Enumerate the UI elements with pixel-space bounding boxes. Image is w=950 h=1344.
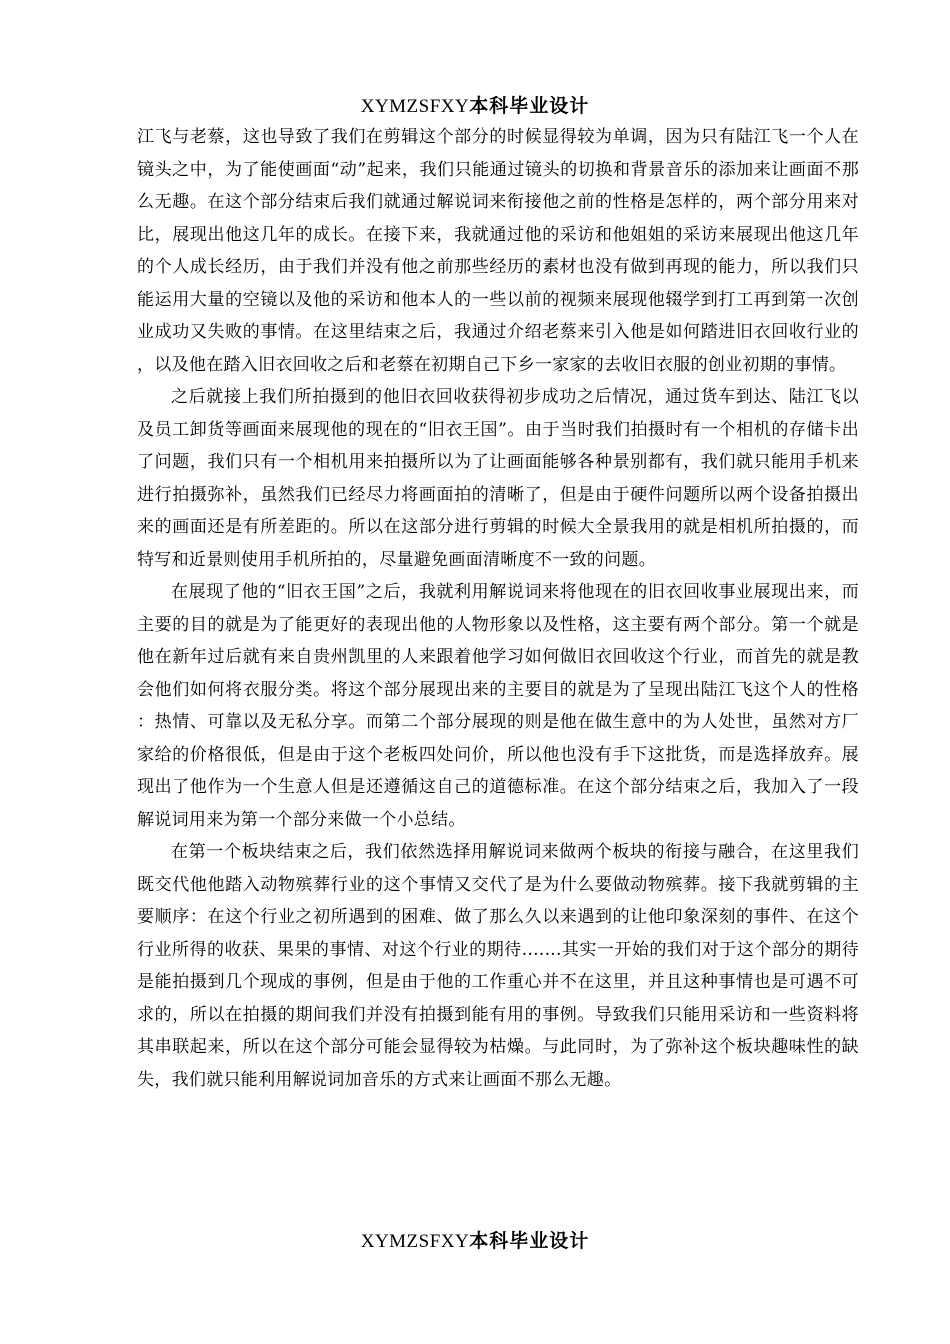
- document-body: [137, 121, 859, 1096]
- header-code: XYMZSFXY: [360, 1231, 470, 1252]
- paragraph: 在第一个板块结束之后，我们依然选择用解说词来做两个板块的衔接与融合，在这里我们既交代他他踏入动物殡葬行业的这个事情又交代了是为什么要做动物殡葬。接下我就剪辑的主要顺序：在这个行业之初所遇到的困难、做了那么久以来遇到的让他印象深刻的事件、在这个行业所得的收获、果果的事情、对这个行业的期待.......其实一开始的我们对于这个部分的期待是能拍摄到几个现成的事例，但是由于他的工作重心并不在这里，并且这种事情也是可遇不可求的，所以在拍摄的期间我们并没有拍摄到能有用的事例。导致我们只能用采访和一些资料将其串联起来，所以在这个部分可能会显得较为枯燥。与此同时，为了弥补这个板块趣味性的缺失，我们就只能利用解说词加音乐的方式来让画面不那么无趣。: [137, 842, 859, 1090]
- header-code: XYMZSFXY: [360, 96, 470, 117]
- page-header: [0, 94, 950, 119]
- paragraph: 之后就接上我们所拍摄到的他旧衣回收获得初步成功之后情况，通过货车到达、陆江飞以及员工卸货等画面来展现他的现在的“旧衣王国”。由于当时我们拍摄时有一个相机的存储卡出了问题，我们只有一个相机用来拍摄所以为了让画面能够各种景别都有，我们就只能用手机来进行拍摄弥补，虽然我们已经尽力将画面拍的清晰了，但是由于硬件问题所以两个设备拍摄出来的画面还是有所差距的。所以在这部分进行剪辑的时候大全景我用的就是相机所拍摄的，而特写和近景则使用手机所拍的，尽量避免画面清晰度不一致的问题。: [137, 387, 859, 570]
- next-page-header: [0, 1229, 950, 1254]
- paragraph: 在展现了他的“旧衣王国”之后，我就利用解说词来将他现在的旧衣回收事业展现出来，而主要的目的就是为了能更好的表现出他的人物形象以及性格，这主要有两个部分。第一个就是他在新年过后就有来自贵州凯里的人来跟着他学习如何做旧衣回收这个行业，而首先的就是教会他们如何将衣服分类。将这个部分展现出来的主要目的就是为了呈现出陆江飞这个人的性格：热情、可靠以及无私分享。而第二个部分展现的则是他在做生意中的为人处世，虽然对方厂家给的价格很低，但是由于这个老板四处问价，所以他也没有手下这批货，而是选择放弃。展现出了他作为一个生意人但是还遵循这自己的道德标准。在这个部分结束之后，我加入了一段解说词用来为第一个部分来做一个小总结。: [137, 582, 859, 830]
- header-title: 本科毕业设计: [469, 1230, 590, 1252]
- header-title: 本科毕业设计: [469, 95, 590, 117]
- paragraph: 江飞与老蔡，这也导致了我们在剪辑这个部分的时候显得较为单调，因为只有陆江飞一个人在镜头之中，为了能使画面“动”起来，我们只能通过镜头的切换和背景音乐的添加来让画面不那么无趣。在这个部分结束后我们就通过解说词来衔接他之前的性格是怎样的，两个部分用来对比，展现出他这几年的成长。在接下来，我就通过他的采访和他姐姐的采访来展现出他这几年的个人成长经历，由于我们并没有他之前那些经历的素材也没有做到再现的能力，所以我们只能运用大量的空镜以及他的采访和他本人的一些以前的视频来展现他辍学到打工再到第一次创业成功又失败的事情。在这里结束之后，我通过介绍老蔡来引入他是如何踏进旧衣回收行业的，以及他在踏入旧衣回收之后和老蔡在初期自己下乡一家家的去收旧衣服的创业初期的事情。: [137, 127, 859, 375]
